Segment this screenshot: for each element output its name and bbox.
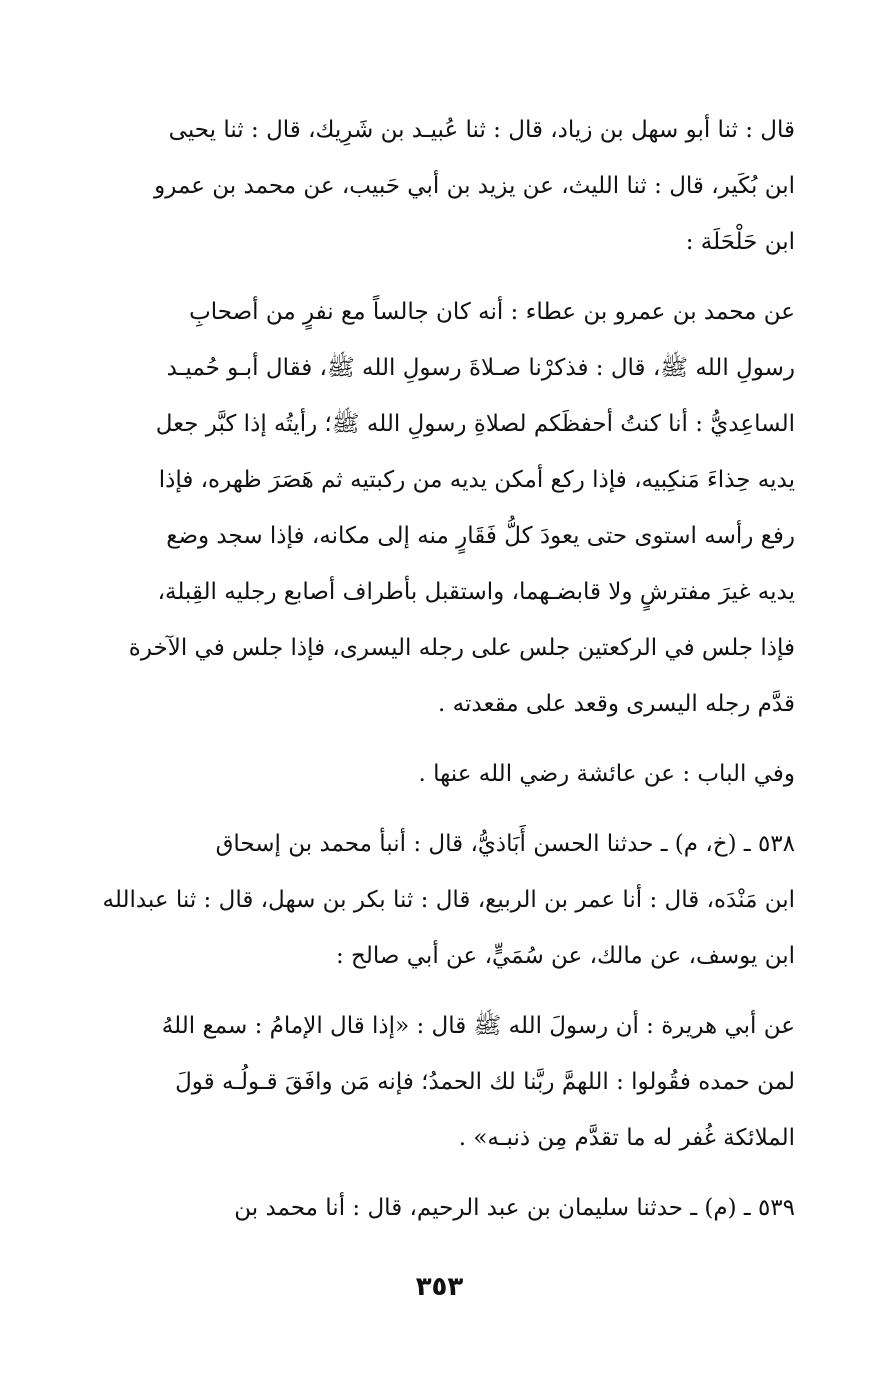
paragraph-hadith-1	[95, 284, 795, 732]
text-line: يديه غيرَ مفترشٍ ولا قابضـهما، واستقبل بأطراف أصابع رجليه القِبلة،	[157, 579, 795, 605]
text-line: الملائكة غُفر له ما تقدَّم مِن ذنبـه» .	[458, 1125, 795, 1151]
text-line: قدَّم رجله اليسرى وقعد على مقعدته .	[438, 691, 795, 717]
text-line: وفي الباب : عن عائشة رضي الله عنها .	[418, 761, 795, 787]
text-line: الساعِديُّ : أنا كنتُ أحفظَكم لصلاةِ رسولِ الله ﷺ؛ رأيتُه إذا كبَّر جعل	[155, 411, 795, 437]
text-line: ابن مَنْدَه، قال : أنا عمر بن الربيع، قال : ثنا بكر بن سهل، قال : ثنا عبدالله	[102, 887, 795, 913]
text-line: ٥٣٩ ـ (م) ـ حدثنا سليمان بن عبد الرحيم، قال : أنا محمد بن	[234, 1195, 795, 1221]
text-line: عن أبي هريرة : أن رسولَ الله ﷺ قال : «إذا قال الإمامُ : سمع اللهُ	[161, 1013, 795, 1039]
text-line: ٥٣٨ ـ (خ، م) ـ حدثنا الحسن أَبَاذيُّ، قال : أنبأ محمد بن إسحاق	[215, 831, 795, 857]
paragraph-isnad-538	[95, 816, 795, 984]
text-line: لمن حمده فقُولوا : اللهمَّ ربَّنا لك الحمدُ؛ فإنه مَن وافَقَ قـولُـه قولَ	[175, 1069, 795, 1095]
text-line: ابن يوسف، عن مالك، عن سُمَيٍّ، عن أبي صالح :	[336, 943, 795, 969]
text-line: ابن حَلْحَلَة :	[685, 229, 795, 255]
text-line: فإذا جلس في الركعتين جلس على رجله اليسرى، فإذا جلس في الآخرة	[128, 635, 795, 661]
text-line: قال : ثنا أبو سهل بن زياد، قال : ثنا عُبيـد بن شَرِيك، قال : ثنا يحيى	[168, 117, 795, 143]
paragraph-bab-note	[95, 746, 795, 802]
text-line: رفع رأسه استوى حتى يعودَ كلُّ فَقَارٍ منه إلى مكانه، فإذا سجد وضع	[166, 523, 795, 549]
text-line: ابن بُكَير، قال : ثنا الليث، عن يزيد بن أبي حَبيب، عن محمد بن عمرو	[154, 173, 795, 199]
paragraph-hadith-538	[95, 998, 795, 1166]
paragraph-isnad-539	[95, 1180, 795, 1236]
paragraph-isnad-1	[95, 102, 795, 270]
page-body	[95, 102, 795, 1236]
text-line: رسولِ الله ﷺ، قال : فذكرْنا صـلاةَ رسولِ الله ﷺ، فقال أبـو حُميـد	[166, 355, 795, 381]
page-number: ٣٥٣	[415, 1272, 464, 1302]
text-line: عن محمد بن عمرو بن عطاء : أنه كان جالساً مع نفرٍ من أصحابِ	[189, 299, 795, 325]
text-line: يديه حِذاءَ مَنكِبيه، فإذا ركع أمكن يديه من ركبتيه ثم هَصَرَ ظهره، فإذا	[158, 467, 795, 493]
